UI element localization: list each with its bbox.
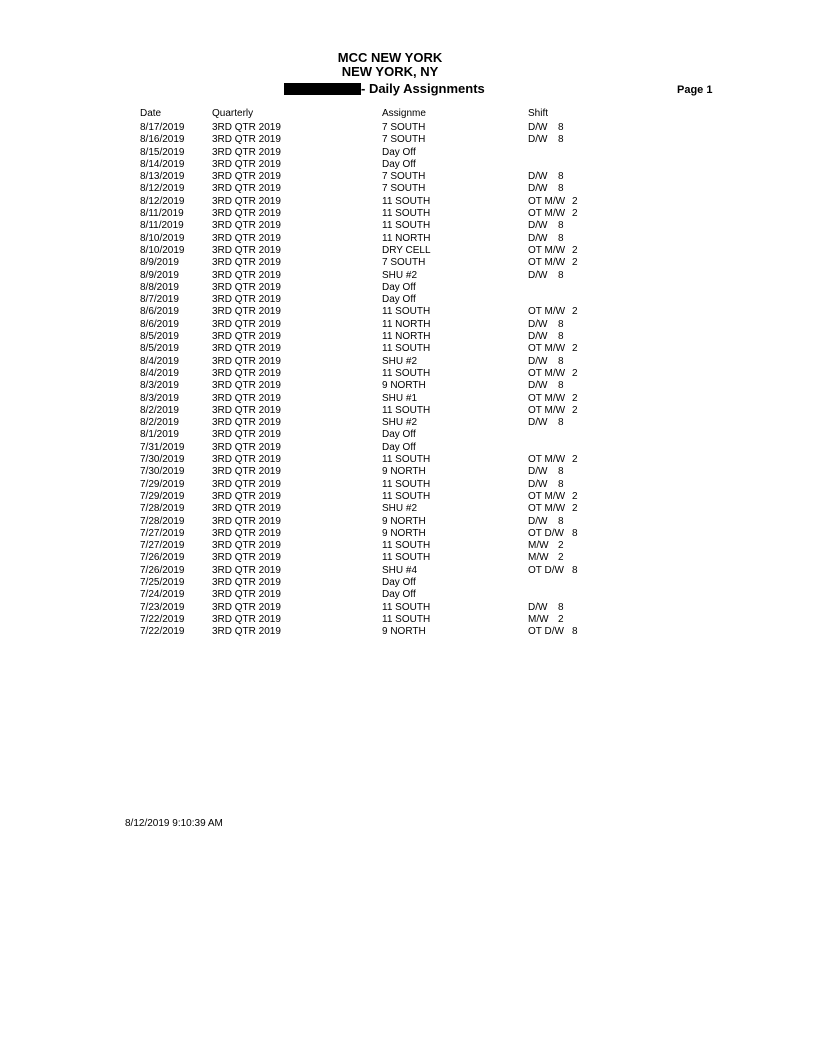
cell-shift	[528, 626, 578, 637]
table-row	[0, 405, 816, 417]
cell-assignment: 11 SOUTH	[382, 613, 431, 625]
cell-quarter: 3RD QTR 2019	[212, 404, 281, 416]
table-row	[0, 282, 816, 294]
table-row	[0, 540, 816, 552]
cell-quarter: 3RD QTR 2019	[212, 220, 281, 232]
cell-assignment: 7 SOUTH	[382, 171, 426, 183]
shift-hours: 8	[558, 318, 564, 330]
table-body	[0, 122, 816, 638]
table-row	[0, 380, 816, 392]
cell-date: 7/24/2019	[140, 589, 185, 601]
cell-quarter: 3RD QTR 2019	[212, 454, 281, 466]
table-row	[0, 122, 816, 134]
shift-type: OT M/W	[528, 392, 566, 404]
cell-assignment: SHU #2	[382, 417, 418, 429]
cell-date: 8/7/2019	[140, 294, 179, 306]
cell-quarter: 3RD QTR 2019	[212, 171, 281, 183]
redaction-block	[284, 83, 361, 95]
cell-shift	[528, 393, 578, 404]
cell-assignment: Day Off	[382, 158, 416, 170]
shift-type: OT M/W	[528, 404, 566, 416]
table-row	[0, 503, 816, 515]
shift-hours: 8	[558, 220, 564, 232]
shift-type: OT M/W	[528, 503, 566, 515]
cell-date: 8/5/2019	[140, 343, 179, 355]
cell-shift	[528, 466, 564, 477]
cell-date: 7/31/2019	[140, 441, 185, 453]
cell-date: 8/3/2019	[140, 392, 179, 404]
cell-shift	[528, 331, 564, 342]
shift-type: OT M/W	[528, 367, 566, 379]
assignments-table	[0, 108, 816, 638]
cell-assignment: Day Off	[382, 441, 416, 453]
table-row	[0, 343, 816, 355]
cell-quarter: 3RD QTR 2019	[212, 232, 281, 244]
shift-hours: 2	[572, 392, 578, 404]
cell-assignment: 9 NORTH	[382, 380, 426, 392]
table-row	[0, 331, 816, 343]
table-row	[0, 306, 816, 318]
table-row	[0, 319, 816, 331]
cell-date: 8/1/2019	[140, 429, 179, 441]
cell-date: 7/23/2019	[140, 601, 185, 613]
shift-type: D/W	[528, 601, 548, 613]
cell-assignment: SHU #2	[382, 269, 418, 281]
table-row	[0, 147, 816, 159]
cell-quarter: 3RD QTR 2019	[212, 244, 281, 256]
cell-quarter: 3RD QTR 2019	[212, 515, 281, 527]
table-row	[0, 552, 816, 564]
table-row	[0, 159, 816, 171]
cell-quarter: 3RD QTR 2019	[212, 208, 281, 220]
shift-type: OT D/W	[528, 527, 564, 539]
cell-shift	[528, 528, 578, 539]
cell-assignment: 11 SOUTH	[382, 367, 431, 379]
shift-type: D/W	[528, 220, 548, 232]
shift-type: D/W	[528, 478, 548, 490]
cell-assignment: Day Off	[382, 281, 416, 293]
table-row	[0, 466, 816, 478]
cell-shift	[528, 159, 558, 170]
cell-date: 8/9/2019	[140, 269, 179, 281]
cell-assignment: 9 NORTH	[382, 626, 426, 638]
shift-hours: 8	[558, 171, 564, 183]
table-row	[0, 171, 816, 183]
table-row	[0, 270, 816, 282]
shift-type: OT M/W	[528, 257, 566, 269]
cell-date: 8/8/2019	[140, 281, 179, 293]
shift-hours: 2	[572, 367, 578, 379]
shift-type: M/W	[528, 540, 549, 552]
cell-date: 8/9/2019	[140, 257, 179, 269]
cell-shift	[528, 429, 558, 440]
shift-hours: 2	[572, 454, 578, 466]
shift-hours: 2	[572, 503, 578, 515]
cell-date: 8/17/2019	[140, 122, 185, 133]
table-row	[0, 196, 816, 208]
table-row	[0, 257, 816, 269]
cell-quarter: 3RD QTR 2019	[212, 306, 281, 318]
cell-shift	[528, 368, 578, 379]
cell-date: 7/27/2019	[140, 540, 185, 552]
report-title-text: - Daily Assignments	[361, 81, 485, 96]
cell-date: 7/22/2019	[140, 626, 185, 638]
page-number: Page 1	[677, 84, 713, 96]
shift-type: D/W	[528, 318, 548, 330]
cell-quarter: 3RD QTR 2019	[212, 540, 281, 552]
cell-date: 7/27/2019	[140, 527, 185, 539]
cell-shift	[528, 356, 564, 367]
shift-hours: 2	[572, 306, 578, 318]
cell-quarter: 3RD QTR 2019	[212, 589, 281, 601]
column-header-shift: Shift	[528, 108, 549, 119]
cell-date: 8/15/2019	[140, 146, 185, 158]
shift-type: M/W	[528, 613, 549, 625]
table-row	[0, 208, 816, 220]
cell-date: 8/13/2019	[140, 171, 185, 183]
cell-quarter: 3RD QTR 2019	[212, 281, 281, 293]
cell-assignment: 11 SOUTH	[382, 195, 431, 207]
cell-assignment: Day Off	[382, 429, 416, 441]
facility-location: NEW YORK, NY	[341, 64, 439, 79]
table-row	[0, 368, 816, 380]
cell-shift	[528, 454, 578, 465]
column-header-date: Date	[140, 108, 162, 119]
shift-hours: 2	[572, 244, 578, 256]
table-row	[0, 429, 816, 441]
cell-assignment: SHU #4	[382, 564, 418, 576]
shift-type: D/W	[528, 355, 548, 367]
table-row	[0, 183, 816, 195]
cell-quarter: 3RD QTR 2019	[212, 601, 281, 613]
shift-type: OT D/W	[528, 626, 564, 638]
shift-type: D/W	[528, 417, 548, 429]
cell-quarter: 3RD QTR 2019	[212, 490, 281, 502]
table-row	[0, 626, 816, 638]
shift-hours: 8	[572, 626, 578, 638]
cell-assignment: 11 NORTH	[382, 331, 431, 343]
cell-shift	[528, 479, 564, 490]
shift-type: D/W	[528, 122, 548, 133]
table-row	[0, 134, 816, 146]
shift-hours: 2	[572, 404, 578, 416]
shift-hours: 8	[558, 380, 564, 392]
cell-date: 8/6/2019	[140, 306, 179, 318]
cell-quarter: 3RD QTR 2019	[212, 478, 281, 490]
column-header-quarterly: Quarterly	[212, 108, 254, 119]
cell-assignment: Day Off	[382, 294, 416, 306]
shift-hours: 8	[558, 515, 564, 527]
cell-shift	[528, 208, 578, 219]
cell-date: 8/3/2019	[140, 380, 179, 392]
cell-date: 7/22/2019	[140, 613, 185, 625]
report-title	[284, 82, 485, 96]
cell-assignment: 7 SOUTH	[382, 122, 426, 133]
cell-shift	[528, 257, 578, 268]
cell-quarter: 3RD QTR 2019	[212, 195, 281, 207]
cell-date: 7/30/2019	[140, 466, 185, 478]
cell-assignment: SHU #2	[382, 355, 418, 367]
cell-shift	[528, 552, 564, 563]
table-row	[0, 479, 816, 491]
cell-quarter: 3RD QTR 2019	[212, 429, 281, 441]
cell-shift	[528, 405, 578, 416]
cell-assignment: 11 SOUTH	[382, 490, 431, 502]
cell-shift	[528, 442, 558, 453]
cell-assignment: 11 SOUTH	[382, 208, 431, 220]
cell-quarter: 3RD QTR 2019	[212, 441, 281, 453]
cell-date: 7/29/2019	[140, 478, 185, 490]
cell-date: 8/2/2019	[140, 417, 179, 429]
table-row	[0, 356, 816, 368]
shift-hours: 8	[558, 478, 564, 490]
cell-date: 8/10/2019	[140, 244, 185, 256]
cell-quarter: 3RD QTR 2019	[212, 367, 281, 379]
cell-assignment: 11 SOUTH	[382, 540, 431, 552]
cell-shift	[528, 196, 578, 207]
cell-date: 8/4/2019	[140, 355, 179, 367]
cell-date: 7/30/2019	[140, 454, 185, 466]
shift-type: OT M/W	[528, 195, 566, 207]
cell-quarter: 3RD QTR 2019	[212, 343, 281, 355]
cell-shift	[528, 294, 558, 305]
cell-assignment: DRY CELL	[382, 244, 431, 256]
shift-type: OT M/W	[528, 343, 566, 355]
table-header	[0, 108, 816, 122]
table-row	[0, 589, 816, 601]
cell-shift	[528, 122, 564, 133]
shift-type: D/W	[528, 380, 548, 392]
cell-shift	[528, 134, 564, 145]
cell-date: 7/26/2019	[140, 564, 185, 576]
cell-quarter: 3RD QTR 2019	[212, 318, 281, 330]
table-row	[0, 454, 816, 466]
cell-date: 8/14/2019	[140, 158, 185, 170]
cell-date: 8/4/2019	[140, 367, 179, 379]
cell-assignment: SHU #2	[382, 503, 418, 515]
cell-assignment: 11 SOUTH	[382, 306, 431, 318]
shift-type: D/W	[528, 331, 548, 343]
column-header-assignment: Assignme	[382, 108, 426, 119]
cell-shift	[528, 614, 564, 625]
cell-assignment: 7 SOUTH	[382, 257, 426, 269]
table-row	[0, 294, 816, 306]
cell-quarter: 3RD QTR 2019	[212, 134, 281, 146]
shift-hours: 8	[558, 355, 564, 367]
shift-type: D/W	[528, 134, 548, 146]
shift-type: D/W	[528, 171, 548, 183]
table-row	[0, 417, 816, 429]
cell-shift	[528, 417, 564, 428]
cell-quarter: 3RD QTR 2019	[212, 183, 281, 195]
shift-type: OT M/W	[528, 490, 566, 502]
shift-type: OT M/W	[528, 244, 566, 256]
table-row	[0, 565, 816, 577]
cell-assignment: 11 SOUTH	[382, 601, 431, 613]
cell-assignment: 11 SOUTH	[382, 404, 431, 416]
cell-shift	[528, 503, 578, 514]
shift-type: OT M/W	[528, 454, 566, 466]
cell-quarter: 3RD QTR 2019	[212, 527, 281, 539]
cell-date: 8/10/2019	[140, 232, 185, 244]
shift-hours: 8	[558, 232, 564, 244]
cell-assignment: 11 SOUTH	[382, 220, 431, 232]
shift-hours: 2	[572, 490, 578, 502]
cell-shift	[528, 147, 558, 158]
shift-hours: 8	[558, 601, 564, 613]
facility-name: MCC NEW YORK	[337, 50, 443, 65]
cell-quarter: 3RD QTR 2019	[212, 564, 281, 576]
shift-type: OT D/W	[528, 564, 564, 576]
table-row	[0, 442, 816, 454]
cell-quarter: 3RD QTR 2019	[212, 158, 281, 170]
cell-shift	[528, 491, 578, 502]
cell-shift	[528, 540, 564, 551]
shift-type: D/W	[528, 466, 548, 478]
table-row	[0, 614, 816, 626]
cell-date: 7/28/2019	[140, 515, 185, 527]
print-timestamp: 8/12/2019 9:10:39 AM	[125, 818, 223, 829]
cell-assignment: 9 NORTH	[382, 515, 426, 527]
shift-hours: 8	[558, 183, 564, 195]
cell-date: 8/6/2019	[140, 318, 179, 330]
cell-quarter: 3RD QTR 2019	[212, 417, 281, 429]
cell-date: 7/25/2019	[140, 576, 185, 588]
cell-date: 8/12/2019	[140, 183, 185, 195]
cell-assignment: 11 SOUTH	[382, 478, 431, 490]
shift-hours: 8	[558, 134, 564, 146]
shift-hours: 2	[558, 613, 564, 625]
cell-assignment: 7 SOUTH	[382, 183, 426, 195]
shift-hours: 2	[572, 195, 578, 207]
table-row	[0, 602, 816, 614]
cell-quarter: 3RD QTR 2019	[212, 613, 281, 625]
cell-assignment: SHU #1	[382, 392, 418, 404]
cell-shift	[528, 577, 558, 588]
shift-hours: 2	[572, 208, 578, 220]
cell-quarter: 3RD QTR 2019	[212, 552, 281, 564]
shift-type: D/W	[528, 232, 548, 244]
shift-hours: 2	[572, 257, 578, 269]
table-row	[0, 233, 816, 245]
table-row	[0, 393, 816, 405]
cell-quarter: 3RD QTR 2019	[212, 576, 281, 588]
cell-assignment: 9 NORTH	[382, 466, 426, 478]
cell-assignment: 11 SOUTH	[382, 454, 431, 466]
cell-date: 8/16/2019	[140, 134, 185, 146]
cell-shift	[528, 319, 564, 330]
cell-assignment: Day Off	[382, 576, 416, 588]
cell-date: 8/11/2019	[140, 220, 184, 232]
cell-assignment: 11 SOUTH	[382, 343, 431, 355]
table-row	[0, 491, 816, 503]
table-row	[0, 577, 816, 589]
shift-type: D/W	[528, 183, 548, 195]
cell-quarter: 3RD QTR 2019	[212, 269, 281, 281]
cell-assignment: 11 SOUTH	[382, 552, 431, 564]
cell-shift	[528, 270, 564, 281]
cell-quarter: 3RD QTR 2019	[212, 503, 281, 515]
cell-assignment: Day Off	[382, 589, 416, 601]
cell-shift	[528, 516, 564, 527]
table-row	[0, 528, 816, 540]
cell-assignment: Day Off	[382, 146, 416, 158]
table-row	[0, 220, 816, 232]
cell-quarter: 3RD QTR 2019	[212, 392, 281, 404]
cell-assignment: 11 NORTH	[382, 318, 431, 330]
shift-hours: 8	[572, 527, 578, 539]
shift-hours: 8	[572, 564, 578, 576]
cell-shift	[528, 602, 564, 613]
cell-quarter: 3RD QTR 2019	[212, 257, 281, 269]
cell-shift	[528, 343, 578, 354]
cell-date: 7/28/2019	[140, 503, 185, 515]
cell-quarter: 3RD QTR 2019	[212, 294, 281, 306]
shift-hours: 2	[558, 552, 564, 564]
cell-assignment: 11 NORTH	[382, 232, 431, 244]
cell-shift	[528, 589, 558, 600]
table-row	[0, 516, 816, 528]
cell-quarter: 3RD QTR 2019	[212, 331, 281, 343]
cell-assignment: 9 NORTH	[382, 527, 426, 539]
shift-type: D/W	[528, 515, 548, 527]
cell-quarter: 3RD QTR 2019	[212, 355, 281, 367]
cell-date: 7/29/2019	[140, 490, 185, 502]
shift-hours: 8	[558, 466, 564, 478]
shift-hours: 8	[558, 331, 564, 343]
cell-quarter: 3RD QTR 2019	[212, 122, 281, 133]
cell-shift	[528, 245, 578, 256]
cell-date: 8/2/2019	[140, 404, 179, 416]
cell-date: 8/12/2019	[140, 195, 185, 207]
cell-quarter: 3RD QTR 2019	[212, 146, 281, 158]
cell-shift	[528, 306, 578, 317]
shift-hours: 8	[558, 417, 564, 429]
cell-shift	[528, 220, 564, 231]
cell-quarter: 3RD QTR 2019	[212, 626, 281, 638]
shift-type: OT M/W	[528, 208, 566, 220]
cell-quarter: 3RD QTR 2019	[212, 380, 281, 392]
cell-date: 8/5/2019	[140, 331, 179, 343]
cell-shift	[528, 565, 578, 576]
shift-type: M/W	[528, 552, 549, 564]
cell-shift	[528, 171, 564, 182]
cell-shift	[528, 233, 564, 244]
cell-assignment: 7 SOUTH	[382, 134, 426, 146]
shift-hours: 8	[558, 122, 564, 133]
shift-type: D/W	[528, 269, 548, 281]
shift-hours: 8	[558, 269, 564, 281]
shift-type: OT M/W	[528, 306, 566, 318]
cell-shift	[528, 183, 564, 194]
shift-hours: 2	[572, 343, 578, 355]
cell-date: 8/11/2019	[140, 208, 184, 220]
table-row	[0, 245, 816, 257]
cell-shift	[528, 380, 564, 391]
shift-hours: 2	[558, 540, 564, 552]
cell-quarter: 3RD QTR 2019	[212, 466, 281, 478]
cell-date: 7/26/2019	[140, 552, 185, 564]
cell-shift	[528, 282, 558, 293]
